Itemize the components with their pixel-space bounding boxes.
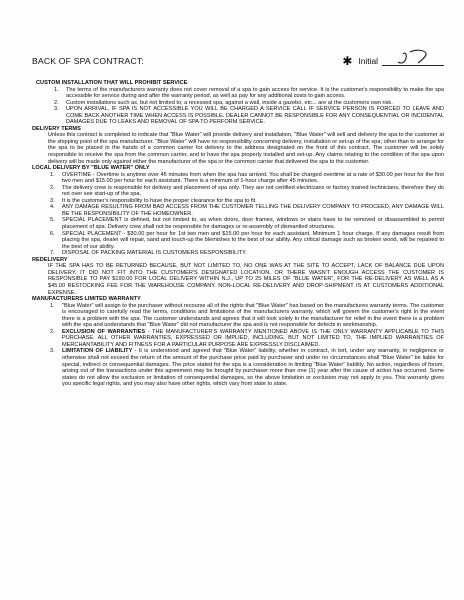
handwritten-initial-icon [396, 48, 430, 66]
list-item: 5. SPECIAL PLACEMENT is defined, but not limited to, as when doors, door frames, windows or stairs have to be removed or disassembled to permit placement of spa. Delivery crew shall not be responsible for damages or re-assembly of dismantled structures. [50, 217, 444, 231]
local-delivery-list [32, 172, 444, 257]
section-heading-local-delivery: LOCAL DELIVERY BY "BLUE WATER" ONLY [32, 165, 150, 172]
page-title: BACK OF SPA CONTRACT: [32, 56, 144, 66]
list-item: 6. SPECIAL PLACEMENT - $30.00 per hour for 1st two men and $15.00 per hour for each assistant. Minimum 1 hour charge. If any damages result from placing the spa, dealer will repair, sand and touch-up the blemishes to the best of our ability. Any critical damage such as broken wood, will be repaired to the best of our ability. [50, 230, 444, 250]
list-item: 1. OVERTIME - Overtime is anytime over 45 minutes from when the spa has arrived. You shall be charged overtime at a rate of $30.00 per hour for the first two men and $15.00 per hour for each assistant. There is a minimum of 1-hour charge after 45 minutes. [50, 171, 444, 185]
list-item: 3. LIMITATION OF LIABILITY - It is understood and agreed that "Blue Water" liability, whether in contract, in tort, under any warranty, in negligence or otherwise shall not exceed the return of the amount of the purchase price paid by purchaser and under no circumstances shall "Blue Water" be liable for special, indirect or consequential damages. The price stated for the spa is a consideration in limiting "Blue Water" liability. No action, regardless of forum, arising out of the transactions under this agreement may be brought by purchaser more than one (1) year after the cause of action has occurred. Some states do not allow the exclusion or limitation of consequential damages, so the above limitation or exclusion may not apply to you. This warranty gives you specific legal rights, and you may also have other rights, which vary from state to state. [50, 348, 444, 388]
redelivery-text: IF THE SPA HAS TO BE RETURNED BECAUSE, BUT NOT LIMITED TO, NO ONE WAS AT THE SITE TO ACCEPT, LACK OF BALANCE DUE UPON DELIVERY, IT DID NOT FIT INTO THE CUSTOMER'S DESIGNATED LOCATION, OR THERE WASN'T ENOUGH ACCESS THE CUSTOMER IS RESPONSIBLE TO PAY $190.00 FOR LOCAL DELIVERY WITHIN N.J., UP TO 25 MILES OF "BLUE WATER", FOR THE RE-DELIVERY AS WELL AS A $45.00 RESTOCKING FEE FOR THE WAREHOUSE COMPANY. NON-LOCAL RE-DELIVERY AND DROP-SHIPMENT IS AT CUSTOMERS ADDITIONAL EXPENSE. [48, 263, 444, 296]
delivery-terms-text: Unless this contract is completed to indicate that "Blue Water" will provide delivery and installation, "Blue Water" will sell and delivery the spa to the customer at the shipping point of the spa manufacturer. "Blue Water" will have no responsibility concerning delivery, installation or set-up of the spa; other than to arrange for the spa to be placed in the hands of a common carrier for delivery to the address designated on the front of this contract. The customer will be solely responsible to receive the spa from the common carrier, and to have the spa properly installed and set-up. Any claims relating to the condition of the spa upon delivery will be made only against either the manufacturer of the spa or the common carrier that delivered the spa to the customer. [48, 132, 444, 165]
limitation-label: LIMITATION OF LIABILITY [62, 348, 133, 355]
custom-list [32, 87, 444, 126]
page-header [32, 46, 444, 66]
contract-body [32, 80, 444, 388]
list-item: 2. The delivery crew is responsible for delivery and placement of spa only. They are not certified electricians or factory trained technicians, therefore they do not over see start-up of the spa. [50, 184, 444, 198]
initial-label: Initial [358, 56, 378, 66]
list-item: 7. DISPOSAL OF PACKING MATERIAL IS CUSTOMERS RESPONSIBILITY. [50, 250, 247, 257]
section-heading-warranty: MANUFACTURERS LIMITED WARRANTY [32, 296, 141, 303]
list-item: 1. The terms of the manufacturers warranty does not cover removal of a spa to gain access for service. It is the customer's responsibility to make the spa accessible for service during and after the warranty period, as well as pay for any additional costs to gain access. [54, 86, 444, 100]
list-item: 2. Custom installations such as, but not limited to; a recessed spa, against a wall, inside a gazebo, etc... are at the customers own risk. [54, 99, 393, 106]
initial-signature-line [382, 55, 444, 66]
list-item: 1. "Blue Water" will assign to the purchaser without recourse all of the rights that "Blue Water" has based on the manufactures warranty terms. The customer is encouraged to carefully read the terms, conditions and limitations of the manufacturers warranty, which will govern the customer's right in the event there is a problem with the spa. The customer understands and agrees that it will look solely to the manufacturer for relief in the event there is a problem with the spa and understands that "Blue Water" did not manufacturer the spa and is not responsible for defects in workmanship. [50, 302, 444, 329]
list-item: 4. ANY DAMAGE RESULTING FROM BAD ACCESS FROM THE CUSTOMER TELLING THE DELIVERY COMPANY TO PROCEED, ANY DAMAGE WILL BE THE RESPONSIBILITY OF THE HOMEOWNER. [50, 204, 444, 217]
list-item: 3. It is the customer's responsibility to have the proper clearance for the spa to fit. [50, 197, 257, 204]
section-heading-custom: CUSTOM INSTALLATION THAT WILL PROHIBIT SERVICE [36, 80, 188, 86]
list-item: 2. EXCLUSION OF WARRANTIES - THE MANUFACTURER'S WARRANTY MENTIONED ABOVE IS THE ONLY WARRANTY APPLICABLE TO THIS PURCHASE. ALL OTHER WARRANTIES, EXPRESSED OR IMPLIED, INCLUDING, BUT NOT LIMITED TO, THE IMPLIED WARRANTIES OF MERCHANTABILITY AND FITNESS FOR A PARTICULAR PURPOSE ARE EXPRESSLY DISCLAIMED. [50, 328, 444, 348]
section-heading-delivery: DELIVERY TERMS [32, 125, 81, 132]
asterisk-mark: ✱ [342, 54, 353, 68]
list-item: 3. UPON ARRIVAL, IF SPA IS NOT ACCESSIBLE YOU WILL BE CHARGED A SERVICE CALL IF SERVICE PERSON IS FORCED TO LEAVE AND COME BACK ANOTHER TIME WHEN ACCESS IS POSSIBLE. DEALER CANNOT BE RESPONSIBLE FOR ANY CONSEQUENTIAL OR INCIDENTAL DAMAGES DUE TO LEAKS AND REMOVAL OF SPA TO PERFORM SERVICE. [54, 106, 444, 126]
warranty-list [32, 303, 444, 388]
section-heading-redelivery: REDELIVERY [32, 256, 68, 263]
exclusion-label: EXCLUSION OF WARRANTIES [62, 328, 146, 335]
